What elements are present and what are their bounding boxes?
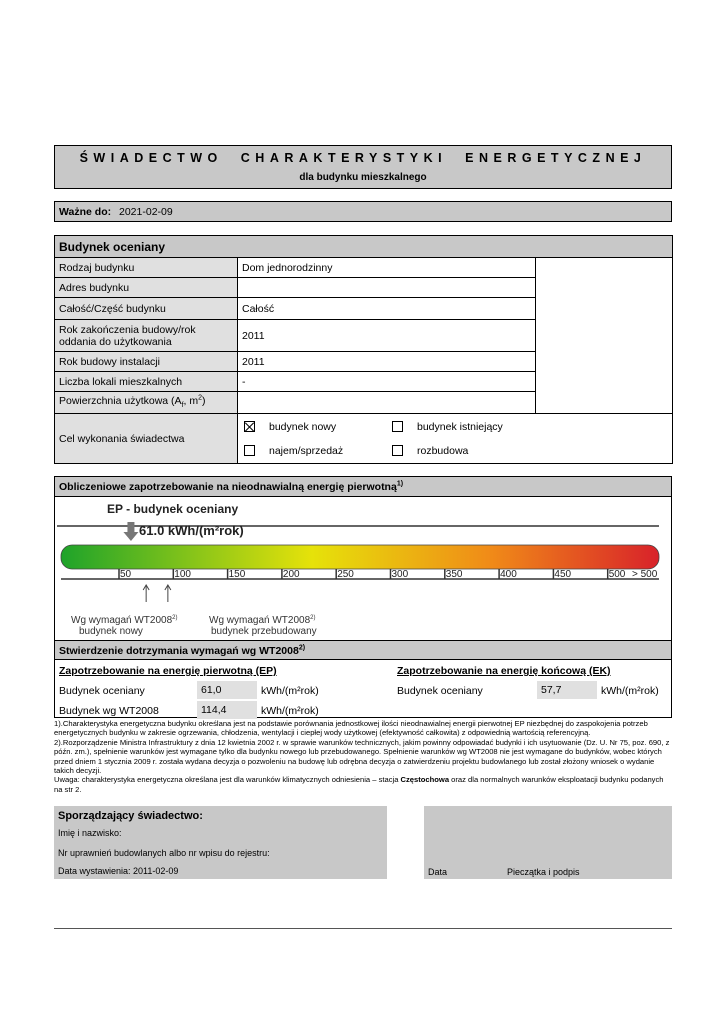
page-bottom-rule	[54, 928, 672, 929]
req-new-line1: Wg wymagań WT2008$^{2)}$	[71, 615, 178, 626]
building-part-label: Całość/Część budynku	[55, 298, 238, 320]
scale-tick-label: 200	[282, 569, 300, 580]
usable-area-value	[238, 392, 536, 414]
preparer-heading: Sporządzający świadectwo:	[58, 810, 203, 822]
issue-date-label: Data wystawienia: 2011-02-09	[58, 866, 179, 876]
req-rebuilt-line1: Wg wymagań WT2008$^{2)}$	[209, 615, 316, 626]
validity-label: Ważne do:	[59, 206, 112, 218]
req-rebuilt-line2: budynek przebudowany	[211, 626, 317, 637]
compliance-header: Stwierdzenie dotrzymania wymagań wg WT2008$^{2)}$	[55, 640, 671, 660]
energy-header: Obliczeniowe zapotrzebowanie na nieodnawialną energię pierwotną$^{1)}$	[55, 477, 671, 497]
energy-section	[54, 476, 672, 718]
completion-year-value: 2011	[238, 320, 536, 352]
dwellings-count-value: -	[238, 372, 536, 392]
preparer-license-label: Nr uprawnień budowlanych albo nr wpisu do rejestru:	[58, 848, 270, 858]
building-part-value: Całość	[238, 298, 536, 320]
stamp-signature-label: Pieczątka i podpis	[507, 867, 580, 877]
req-new-line2: budynek nowy	[79, 626, 143, 637]
energy-scale-chart	[55, 497, 671, 640]
dwellings-count-label: Liczba lokali mieszkalnych	[55, 372, 238, 392]
certificate-title	[55, 151, 671, 165]
building-type-label: Rodzaj budynku	[55, 258, 238, 278]
ek-assessed-label: Budynek oceniany	[397, 685, 483, 697]
scale-tick-label: 100	[174, 569, 191, 580]
installation-year-value: 2011	[238, 352, 536, 372]
title-word-3: ENERGETYCZNEJ	[465, 151, 647, 165]
usable-area-label: Powierzchnia użytkowa ($A_f$, $m^2$)	[55, 392, 238, 414]
ep-assessed-unit: kWh/(m²rok)	[261, 685, 319, 697]
checkbox-icon[interactable]	[392, 421, 403, 432]
purpose-options	[238, 414, 673, 464]
ep-assessed-value: 61,0	[197, 681, 257, 699]
scale-tick-label: 150	[228, 569, 246, 580]
purpose-option-existing[interactable]: budynek istniejący	[392, 421, 503, 433]
building-type-value: Dom jednorodzinny	[238, 258, 536, 278]
ep-wt2008-unit: kWh/(m²rok)	[261, 705, 319, 717]
building-table	[54, 235, 673, 464]
certificate-subtitle: dla budynku mieszkalnego	[299, 172, 427, 183]
scale-tick-label: 250	[337, 569, 354, 580]
validity-row	[54, 201, 672, 222]
checkbox-icon[interactable]	[392, 445, 403, 456]
title-word-1: ŚWIADECTWO	[79, 151, 223, 165]
certificate-title-box	[54, 145, 672, 189]
checkbox-checked-icon[interactable]	[244, 421, 255, 432]
energy-gradient-bar	[61, 545, 659, 569]
scale-value-label: 61.0 kWh/(m²rok)	[139, 523, 244, 538]
title-word-2: CHARAKTERYSTYKI	[240, 151, 448, 165]
purpose-label: Cel wykonania świadectwa	[55, 414, 238, 464]
checkbox-icon[interactable]	[244, 445, 255, 456]
building-heading: Budynek oceniany	[55, 236, 673, 258]
ep-wt2008-label: Budynek wg WT2008	[59, 705, 159, 717]
ep-assessed-label: Budynek oceniany	[59, 685, 145, 697]
footnote-1: 1).Charakterystyka energetyczna budynku określana jest na podstawie porównania jednostkowej ilości nieodnawialnej energii pierwotnej EP niezbędnej do zaspokojenia potrzeb energetycznych budynku w zakresie ogrzewania, chłodzenia, wentylacji i ciepłej wody użytkowej (efektywność całkowita) z odpowiednią wartością referencyjną.	[54, 719, 648, 738]
installation-year-label: Rok budowy instalacji	[55, 352, 238, 372]
scale-tick-label: 400	[500, 569, 517, 580]
validity-date: 2021-02-09	[119, 206, 173, 218]
ep-title: Zapotrzebowanie na energię pierwotną (EP)	[59, 665, 277, 677]
preparer-box	[54, 806, 387, 879]
scale-title: EP - budynek oceniany	[107, 502, 239, 516]
purpose-option-rent-sale[interactable]: najem/sprzedaż	[244, 445, 343, 457]
purpose-option-extension[interactable]: rozbudowa	[392, 445, 468, 457]
ek-title: Zapotrzebowanie na energię końcową (EK)	[397, 665, 611, 677]
ek-assessed-unit: kWh/(m²rok)	[601, 685, 659, 697]
preparer-name-label: Imię i nazwisko:	[58, 828, 122, 838]
scale-tick-label: 300	[391, 569, 409, 580]
signature-box	[424, 806, 672, 879]
purpose-option-new[interactable]: budynek nowy	[244, 421, 336, 433]
building-address-value	[238, 278, 536, 298]
requirement-arrows	[143, 585, 171, 602]
footnote-2: 2).Rozporządzenie Ministra Infrastruktury z dnia 12 kwietnia 2002 r. w sprawie warunków technicznych, jakim powinny odpowiadać budynki i ich usytuowanie (Dz. U. Nr 75, poz. 690, z późn. zm.), spełnienie warunków jest wymagane tylko dla budynku nowego lub przebudowanego. Spełnienie warunków wg WT2008 nie jest wymagane do budynków, wobec których przed dniem 1 stycznia 2009 r. została wydana decyzja o pozwoleniu na budowę lub odrębna decyzja o zatwierdzeniu projektu budowlanego lub został złożony wniosek o wydanie takich decyzji.	[54, 737, 670, 776]
signature-date-label: Data	[428, 867, 448, 877]
completion-year-label: Rok zakończenia budowy/rok oddania do użytkowania	[55, 320, 238, 352]
scale-tick-label: 450	[554, 569, 572, 580]
footnotes	[54, 719, 672, 794]
building-address-label: Adres budynku	[55, 278, 238, 298]
footnote-3: Uwaga: charakterystyka energetyczna określana jest dla warunków klimatycznych odniesienia – stacja Częstochowa oraz dla normalnych warunków eksploatacji budynku podanych na str 2.	[54, 775, 664, 794]
ek-assessed-value: 57,7	[537, 681, 597, 699]
scale-tick-label: 500	[608, 569, 626, 580]
scale-tick-label: 50	[120, 569, 132, 580]
ep-marker-arrow-icon	[123, 522, 138, 541]
ep-wt2008-value: 114,4	[197, 701, 257, 719]
building-photo-area	[536, 258, 673, 414]
scale-tick-label: 350	[445, 569, 463, 580]
scale-tick-label: > 500	[632, 569, 658, 580]
